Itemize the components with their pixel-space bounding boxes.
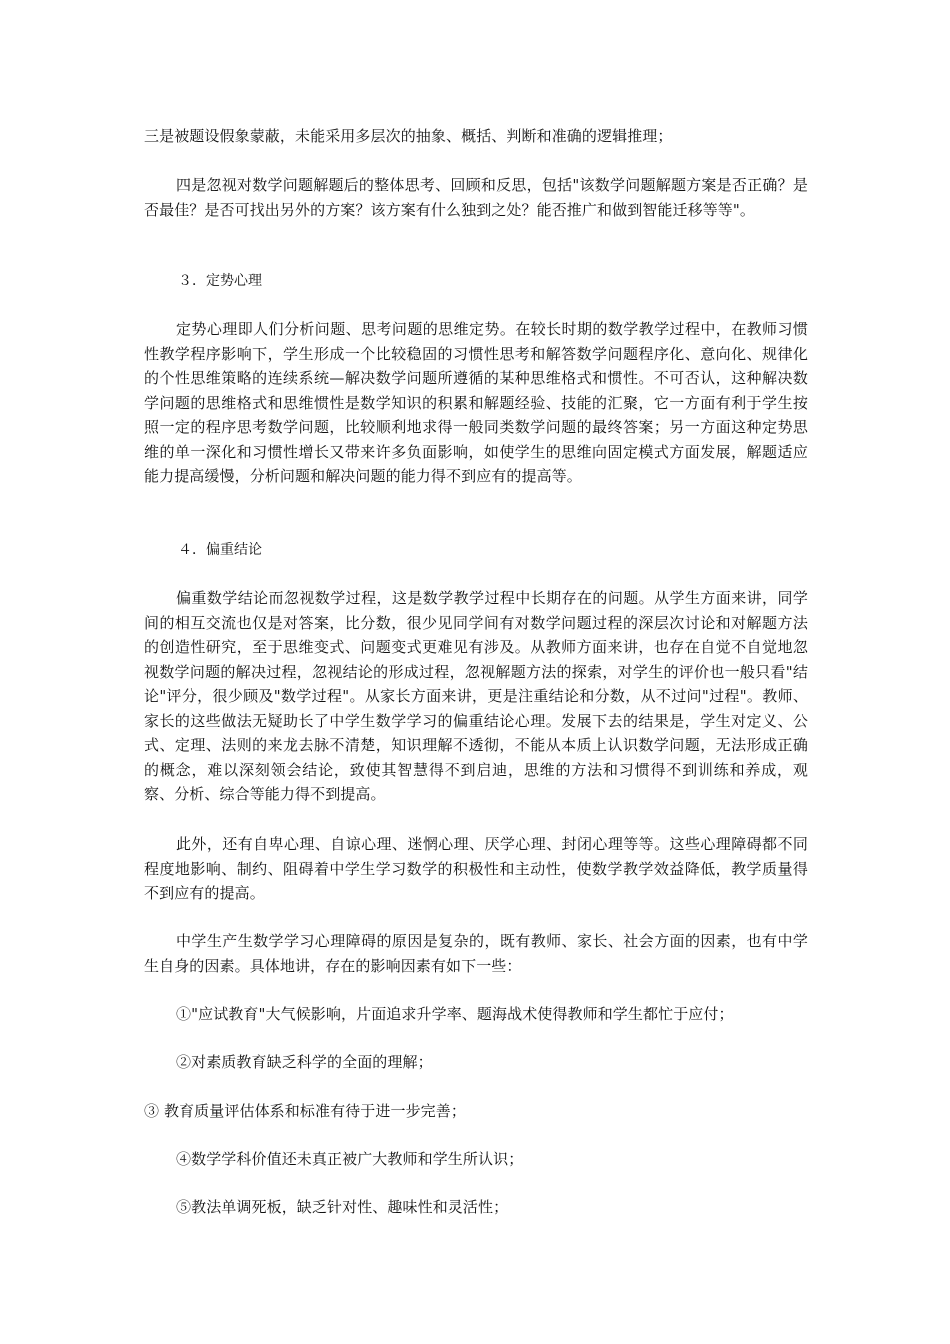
paragraph-reason-four: 四是忽视对数学问题解题后的整体思考、回顾和反思，包括"该数学问题解题方案是否正确？是否最佳？是否可找出另外的方案？该方案有什么独到之处？能否推广和做到智能迁移等等"。 [144,176,808,219]
paragraph-other-barriers: 此外，还有自卑心理、自谅心理、迷惘心理、厌学心理、封闭心理等等。这些心理障碍都不同程度地影响、制约、阻碍着中学生学习数学的积极性和主动性，使数学教学效益降低，教学质量得不到应有的提高。 [144,835,808,902]
paragraph-set-mind: 定势心理即人们分析问题、思考问题的思维定势。在较长时期的数学教学过程中，在教师习惯性教学程序影响下，学生形成一个比较稳固的习惯性思考和解答数学问题程序化、意向化、规律化的个性思维策略的连续系统—解决数学问题所遵循的某种思维格式和惯性。不可否认，这种解决数学问题的思维格式和思维惯性是数学知识的积累和解题经验、技能的汇聚，它一方面有利于学生按照一定的程序思考数学问题，比较顺利地求得一般同类数学问题的最终答案；另一方面这种定势思维的单一深化和习惯性增长又带来许多负面影响，如使学生的思维向固定模式方面发展，解题适应能力提高缓慢，分析问题和解决问题的能力得不到应有的提高等。 [144,320,808,485]
paragraph-causes: 中学生产生数学学习心理障碍的原因是复杂的，既有教师、家长、社会方面的因素，也有中学生自身的因素。具体地讲，存在的影响因素有如下一些： [144,932,808,975]
list-item-3: ③ 教育质量评估体系和标准有待于进一步完善； [144,1102,466,1120]
list-item-4: ④数学学科价值还未真正被广大教师和学生所认识； [176,1150,524,1168]
list-item-1: ①"应试教育"大气候影响，片面追求升学率、题海战术使得教师和学生都忙于应付； [176,1005,734,1023]
list-item-5: ⑤教法单调死板，缺乏针对性、趣味性和灵活性； [176,1198,509,1216]
paragraph-conclusion-bias: 偏重数学结论而忽视数学过程，这是数学教学过程中长期存在的问题。从学生方面来讲，同学间的相互交流也仅是对答案，比分数，很少见同学间有对数学问题过程的深层次讨论和对解题方法的创造性研究，至于思维变式、问题变式更难见有涉及。从教师方面来讲，也存在自觉不自觉地忽视数学问题的解决过程，忽视结论的形成过程，忽视解题方法的探索，对学生的评价也一般只看"结论"评分，很少顾及"数学过程"。从家长方面来讲，更是注重结论和分数，从不过问"过程"。教师、家长的这些做法无疑助长了中学生数学学习的偏重结论心理。发展下去的结果是，学生对定义、公式、定理、法则的来龙去脉不清楚，知识理解不透彻，不能从本质上认识数学问题，无法形成正确的概念，难以深刻领会结论，致使其智慧得不到启迪，思维的方法和习惯得不到训练和养成，观察、分析、综合等能力得不到提高。 [144,589,808,803]
paragraph-reason-three: 三是被题设假象蒙蔽，未能采用多层次的抽象、概括、判断和准确的逻辑推理； [144,127,673,145]
list-item-2: ②对素质教育缺乏科学的全面的理解； [176,1053,433,1071]
section-heading-3: ３．定势心理 [178,273,262,289]
section-heading-4: ４．偏重结论 [178,542,262,558]
